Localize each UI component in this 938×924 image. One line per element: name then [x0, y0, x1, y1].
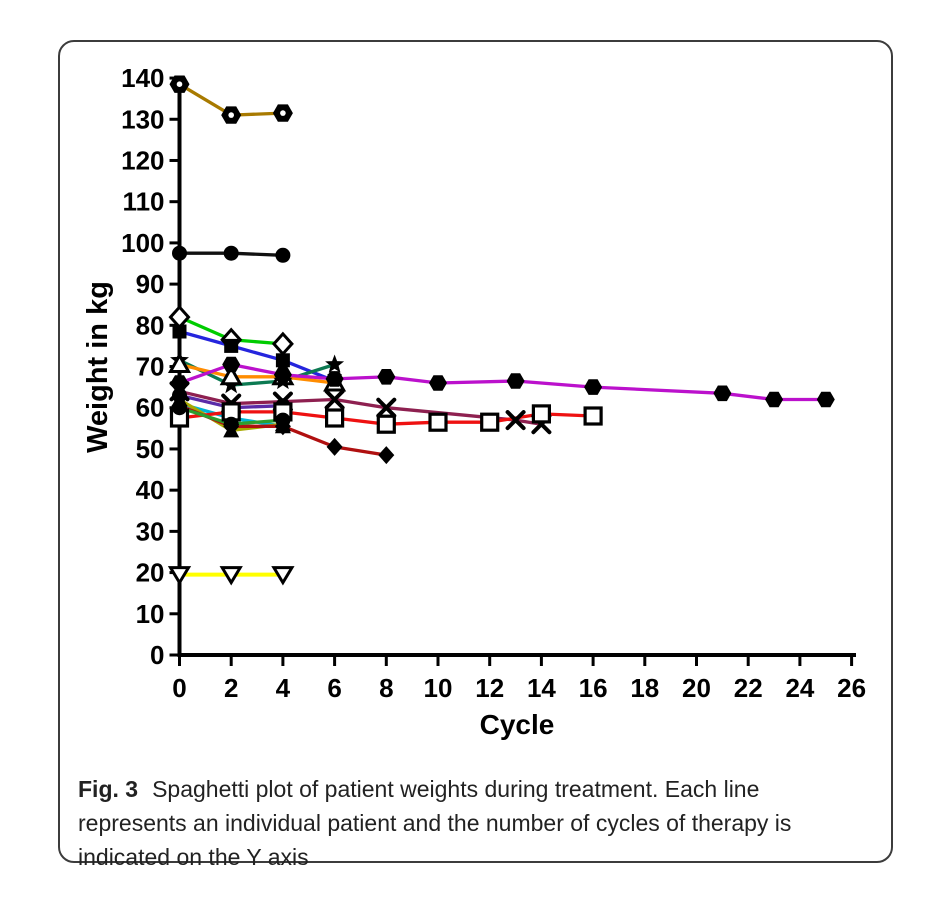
- y-tick-label: 140: [121, 63, 165, 94]
- x-tick-label: 0: [172, 673, 187, 703]
- y-tick-label: 30: [135, 516, 165, 547]
- y-tick-label: 80: [135, 310, 165, 341]
- patient-lines: [170, 76, 835, 583]
- y-tick-label: 50: [135, 433, 165, 464]
- y-tick-label: 70: [135, 351, 165, 382]
- y-tick-label: 130: [121, 104, 165, 135]
- markers-patient-1: [170, 76, 293, 124]
- y-axis-title: Weight in kg: [82, 281, 114, 453]
- figure-caption-text: Spaghetti plot of patient weights during treatment. Each line represents an individual patient and the number of cycles of therapy is indicated on the Y axis: [78, 776, 792, 870]
- y-tick-label: 100: [121, 227, 165, 258]
- figure-caption: [78, 773, 865, 874]
- x-tick-label: 22: [733, 673, 763, 703]
- y-tick-label: 10: [135, 598, 165, 629]
- x-tick-label: 2: [223, 673, 239, 703]
- x-tick-label: 4: [275, 673, 291, 703]
- x-tick-label: 14: [526, 673, 556, 703]
- y-tick-label: 90: [135, 269, 165, 300]
- spaghetti-chart: [60, 42, 895, 767]
- markers-patient-5: [170, 350, 344, 393]
- y-tick-label: 110: [122, 186, 165, 217]
- y-tick-label: 120: [121, 145, 165, 176]
- x-axis-title: Cycle: [479, 709, 555, 740]
- x-tick-label: 12: [475, 673, 505, 703]
- x-tick-label: 18: [630, 673, 660, 703]
- x-tick-label: 20: [682, 673, 711, 703]
- x-tick-label: 24: [785, 673, 815, 703]
- y-tick-label: 60: [135, 392, 165, 423]
- x-tick-label: 8: [379, 673, 394, 703]
- figure-card: [58, 40, 893, 870]
- y-tick-label: 20: [135, 557, 165, 588]
- x-tick-label: 10: [423, 673, 453, 703]
- x-tick-label: 6: [327, 673, 342, 703]
- x-tick-label: 26: [837, 673, 867, 703]
- y-tick-label: 40: [135, 475, 165, 506]
- x-tick-label: 16: [578, 673, 608, 703]
- figure-label: Fig. 3: [78, 776, 139, 802]
- y-tick-label: 0: [150, 640, 165, 670]
